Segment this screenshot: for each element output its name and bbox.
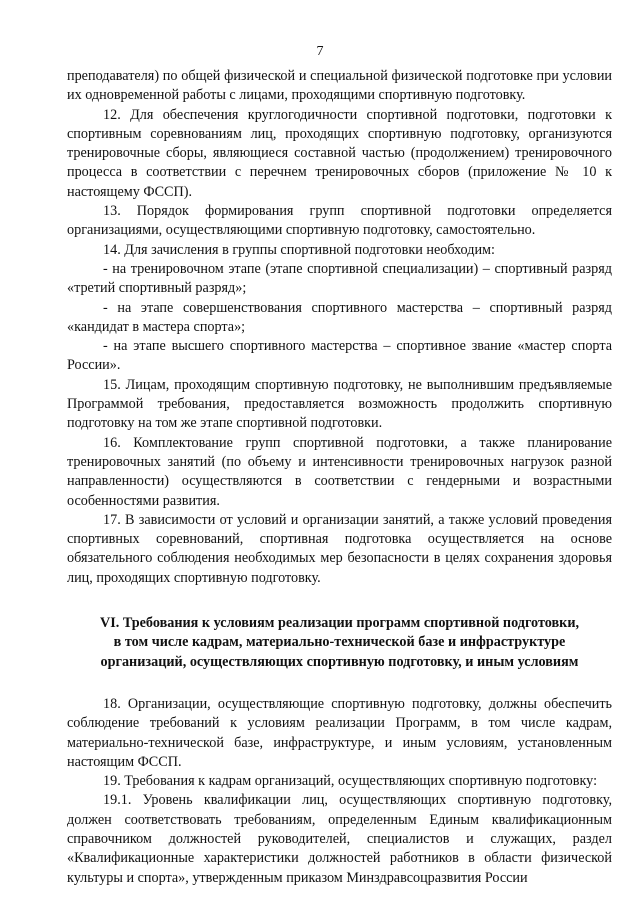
section-heading-line: VI. Требования к условиям реализации программ спортивной подготовки, <box>99 615 580 632</box>
document-body <box>67 67 612 888</box>
section-heading <box>67 614 612 672</box>
page-number: 7 <box>316 44 324 59</box>
paragraphs-after-section <box>67 695 612 888</box>
section-heading-line: организаций, осуществляющих спортивную подготовку, и иным условиям <box>100 653 579 670</box>
paragraph: 16. Комплектование групп спортивной подготовки, а также планирование тренировочных занятий (по объему и интенсивности тренировочных нагрузок разной направленности) осуществляются в соответствии с гендерными и возрастными особенностями развития. <box>67 434 612 509</box>
paragraphs-before-section <box>67 67 612 588</box>
paragraph: 12. Для обеспечения круглогодичности спортивной подготовки, подготовки к спортивным соревнованиям лиц, проходящих спортивную подготовку, организуются тренировочные сборы, являющиеся составной частью (продолжением) тренировочного процесса в соответствии с перечнем тренировочных сборов (приложение № 10 к настоящему ФССП). <box>67 106 612 200</box>
paragraph: 13. Порядок формирования групп спортивной подготовки определяется организациями, осуществляющими спортивную подготовку, самостоятельно. <box>67 203 612 239</box>
paragraph: 18. Организации, осуществляющие спортивную подготовку, должны обеспечить соблюдение требований к условиям реализации Программ, в том числе кадрам, материально-технической базе, инфраструктуре, и иным условиям, установленным настоящим ФССП. <box>67 695 612 770</box>
paragraph: 19.1. Уровень квалификации лиц, осуществляющих спортивную подготовку, должен соответствовать требованиям, определенным Единым квалификационным справочником должностей руководителей, специалистов и служащих, раздел «Квалификационные характеристики должностей работников в области физической культуры и спорта», утвержденным приказом Минздравсоцразвития России <box>67 792 612 886</box>
paragraph: 19. Требования к кадрам организаций, осуществляющих спортивную подготовку: <box>103 773 598 790</box>
section-heading-line: в том числе кадрам, материально-технической базе и инфраструктуре <box>113 634 566 651</box>
paragraph: преподавателя) по общей физической и специальной физической подготовке при условии их одновременной работы с лицами, проходящими спортивную подготовку. <box>67 68 612 104</box>
paragraph: - на тренировочном этапе (этапе спортивной специализации) – спортивный разряд «третий спортивный разряд»; <box>67 260 612 297</box>
paragraph: 15. Лицам, проходящим спортивную подготовку, не выполнившим предъявляемые Программой требования, предоставляется возможность продолжить спортивную подготовку на том же этапе спортивной подготовки. <box>67 376 612 432</box>
paragraph: - на этапе совершенствования спортивного мастерства – спортивный разряд «кандидат в мастера спорта»; <box>67 299 612 335</box>
paragraph: 14. Для зачисления в группы спортивной подготовки необходим: <box>103 241 495 258</box>
paragraph: 17. В зависимости от условий и организации занятий, а также условий проведения спортивных соревнований, спортивная подготовка осуществляется на основе обязательного соблюдения необходимых мер безопасности в целях сохранения здоровья лиц, проходящих спортивную подготовку. <box>67 511 612 586</box>
paragraph: - на этапе высшего спортивного мастерства – спортивное звание «мастер спорта России». <box>67 338 612 374</box>
